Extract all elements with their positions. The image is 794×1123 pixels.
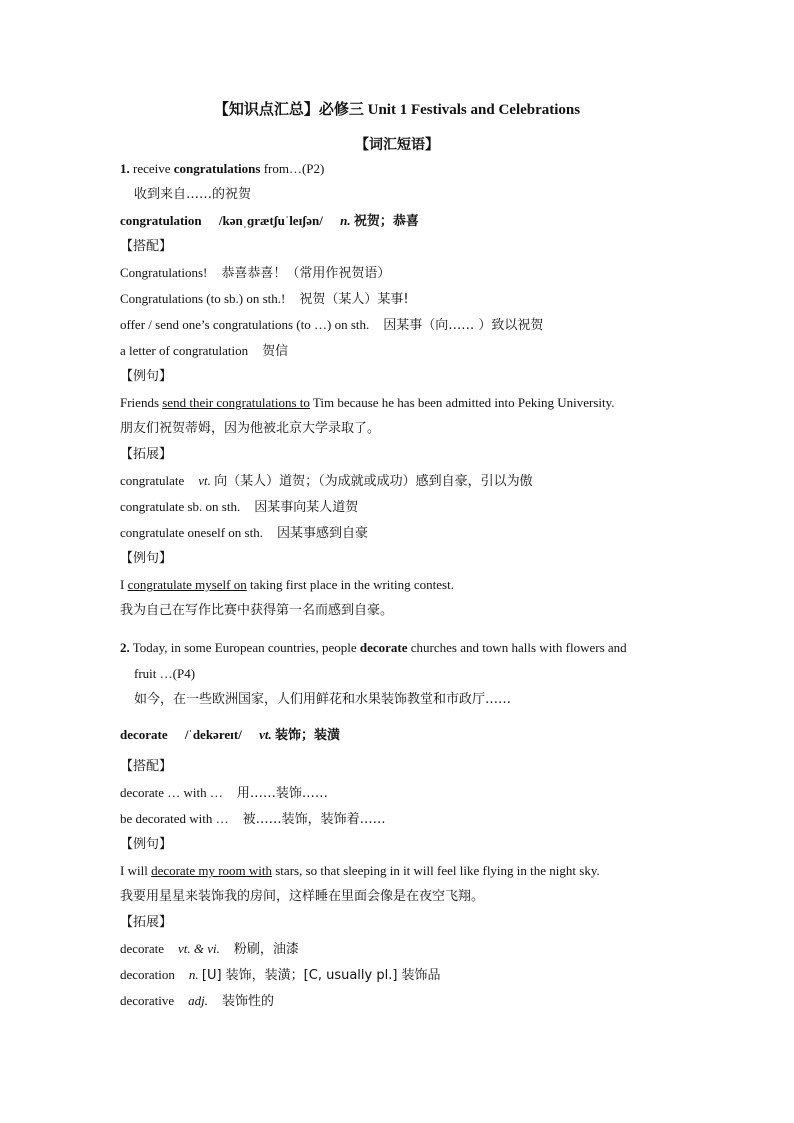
item1-example2-translation: 我为自己在写作比赛中获得第一名而感到自豪。 bbox=[120, 603, 394, 618]
item1-translation: 收到来自……的祝贺 bbox=[134, 187, 252, 202]
item1-colloc-0: Congratulations! 恭喜恭喜！（常用作祝贺语） bbox=[120, 265, 391, 281]
item1-example2: I congratulate myself on taking first place in the writing contest. bbox=[120, 577, 454, 592]
item1-collocation-label: 【搭配】 bbox=[120, 239, 173, 254]
item1-extend-label: 【拓展】 bbox=[120, 447, 173, 462]
item2-example: I will decorate my room with stars, so that sleeping in it will feel like flying in the night sky. bbox=[120, 863, 600, 878]
item2-ext-2: decorative adj. 装饰性的 bbox=[120, 993, 275, 1009]
item1-colloc-2: offer / send one’s congratulations (to …) on sth. 因某事（向…… ）致以祝贺 bbox=[120, 317, 544, 333]
item1-colloc-3: a letter of congratulation 贺信 bbox=[120, 343, 289, 359]
item1-colloc-1: Congratulations (to sb.) on sth.! 祝贺（某人）某事! bbox=[120, 291, 409, 307]
item1-headword: congratulation /kənˌɡrætʃuˈleɪʃən/ n. 祝贺；恭喜 bbox=[120, 213, 419, 229]
item2-colloc-1: be decorated with … 被……装饰，装饰着…… bbox=[120, 811, 386, 827]
item1-sentence: 1. receive congratulations from…(P2) bbox=[120, 161, 325, 176]
item1-ext-1: congratulate sb. on sth. 因某事向某人道贺 bbox=[120, 499, 359, 515]
item2-ext-0: decorate vt. & vi. 粉刷，油漆 bbox=[120, 941, 299, 957]
item2-collocation-label: 【搭配】 bbox=[120, 759, 173, 774]
item1-ext-2: congratulate oneself on sth. 因某事感到自豪 bbox=[120, 525, 368, 541]
item2-sentence-cont: fruit …(P4) bbox=[134, 666, 196, 681]
item2-ext-1: decoration n. [U] 装饰，装潢；[C, usually pl.] 装饰品 bbox=[120, 967, 441, 983]
item2-translation: 如今，在一些欧洲国家，人们用鲜花和水果装饰教堂和市政厅…… bbox=[134, 692, 512, 707]
section-heading: 【词汇短语】 bbox=[355, 138, 439, 153]
item2-example-translation: 我要用星星来装饰我的房间，这样睡在里面会像是在夜空飞翔。 bbox=[120, 889, 485, 904]
item1-example: Friends send their congratulations to Tim because he has been admitted into Peking University. bbox=[120, 395, 615, 410]
item1-example-translation: 朋友们祝贺蒂姆，因为他被北京大学录取了。 bbox=[120, 421, 381, 436]
item2-headword: decorate /ˈdekəreɪt/ vt. 装饰；装潢 bbox=[120, 727, 340, 743]
item1-example-label: 【例句】 bbox=[120, 369, 173, 384]
item1-example2-label: 【例句】 bbox=[120, 551, 173, 566]
page-title: 【知识点汇总】必修三 Unit 1 Festivals and Celebrations bbox=[213, 102, 581, 118]
item2-sentence: 2. Today, in some European countries, people decorate churches and town halls with flowers and bbox=[120, 640, 627, 655]
item1-ext-0: congratulate vt. 向（某人）道贺；（为成就或成功）感到自豪，引以为傲 bbox=[120, 473, 533, 489]
item2-extend-label: 【拓展】 bbox=[120, 915, 173, 930]
item2-colloc-0: decorate … with … 用……装饰…… bbox=[120, 785, 328, 801]
item2-example-label: 【例句】 bbox=[120, 837, 173, 852]
